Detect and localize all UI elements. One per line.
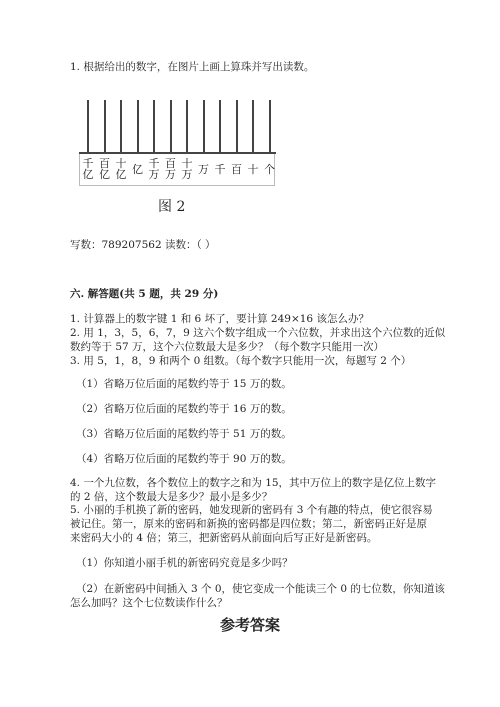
abacus-rod xyxy=(269,100,271,152)
abacus-place-label: 百亿 xyxy=(99,157,110,181)
abacus-place-label: 千万 xyxy=(148,157,160,181)
problem-3-sub-2: （2）省略万位后面的尾数约等于 16 万的数。 xyxy=(76,403,292,415)
abacus-rod xyxy=(104,100,106,152)
abacus-rod xyxy=(203,100,205,152)
problem-2-line-2: 数约等于 57 万，这个六位数最大是多少？（每个数字只能用一次） xyxy=(70,341,385,353)
abacus-rod xyxy=(186,100,188,152)
problem-3: 3. 用 5，1，8，9 和两个 0 组数。（每个数字只能用一次，每题写 2 个） xyxy=(70,355,412,367)
abacus-place-label: 十 xyxy=(247,163,259,176)
abacus-rod xyxy=(153,100,155,152)
abacus-rod xyxy=(252,100,254,152)
abacus-rod xyxy=(87,100,89,152)
question-1-text: 1. 根据给出的数字，在图片上画上算珠并写出读数。 xyxy=(70,61,315,73)
problem-2-line-1: 2. 用 1，3，5，6，7，9 这六个数字组成一个六位数，并求出这个六位数的近似 xyxy=(70,327,446,339)
abacus-place-label: 千 xyxy=(214,163,226,176)
abacus-place-label: 亿 xyxy=(132,163,143,176)
abacus-place-label: 十万 xyxy=(181,157,193,181)
problem-5-line-2: 被记住。第一，原来的密码和新换的密码都是四位数；第二，新密码正好是原 xyxy=(70,518,427,530)
abacus-place-label: 百万 xyxy=(165,157,176,181)
abacus-figure xyxy=(75,100,280,190)
problem-5-line-3: 来密码大小的 4 倍；第三，把新密码从前面向后写正好是新密码。 xyxy=(70,532,378,544)
section-heading: 六. 解答题(共 5 题，共 29 分) xyxy=(70,288,219,300)
figure-caption: 图 2 xyxy=(158,199,186,215)
abacus-rod xyxy=(120,100,122,152)
abacus-place-label: 十亿 xyxy=(115,157,127,181)
abacus-rod xyxy=(219,100,221,152)
answer-key-title: 参考答案 xyxy=(219,616,280,634)
problem-4-line-2: 的 2 倍，这个数最大是多少？最小是多少？ xyxy=(70,491,273,503)
problem-3-sub-1: （1）省略万位后面的尾数约等于 15 万的数。 xyxy=(76,378,292,390)
abacus-rod xyxy=(137,100,139,152)
abacus-place-label: 千亿 xyxy=(82,157,94,181)
problem-5-question-2-line-1: （2）在新密码中间插入 3 个 0，使它变成一个能读三个 0 的七位数，你知道该 xyxy=(76,583,445,595)
abacus-place-label: 百 xyxy=(231,163,242,176)
abacus-place-label: 个 xyxy=(264,163,275,176)
problem-3-sub-4: （4）省略万位后面的尾数约等于 90 万的数。 xyxy=(76,453,292,465)
problem-5-line-1: 5. 小丽的手机换了新的密码，她发现新的密码有 3 个有趣的特点，使它很容易 xyxy=(70,504,433,516)
problem-4-line-1: 4. 一个九位数，各个数位上的数字之和为 15，其中万位上的数字是亿位上数字 xyxy=(70,477,437,489)
answer-line: 写数：789207562 读数：（ ） xyxy=(70,239,216,251)
abacus-rod xyxy=(236,100,238,152)
problem-3-sub-3: （3）省略万位后面的尾数约等于 51 万的数。 xyxy=(76,428,292,440)
abacus-rod xyxy=(170,100,172,152)
problem-5-question-2-line-2: 怎么加吗？这个七位数读作什么？ xyxy=(70,597,228,609)
problem-5-question-1: （1）你知道小丽手机的新密码究竟是多少吗？ xyxy=(76,557,293,569)
abacus-place-label: 万 xyxy=(198,163,209,176)
problem-1: 1. 计算器上的数字键 1 和 6 坏了，要计算 249×16 该怎么办？ xyxy=(70,313,369,325)
